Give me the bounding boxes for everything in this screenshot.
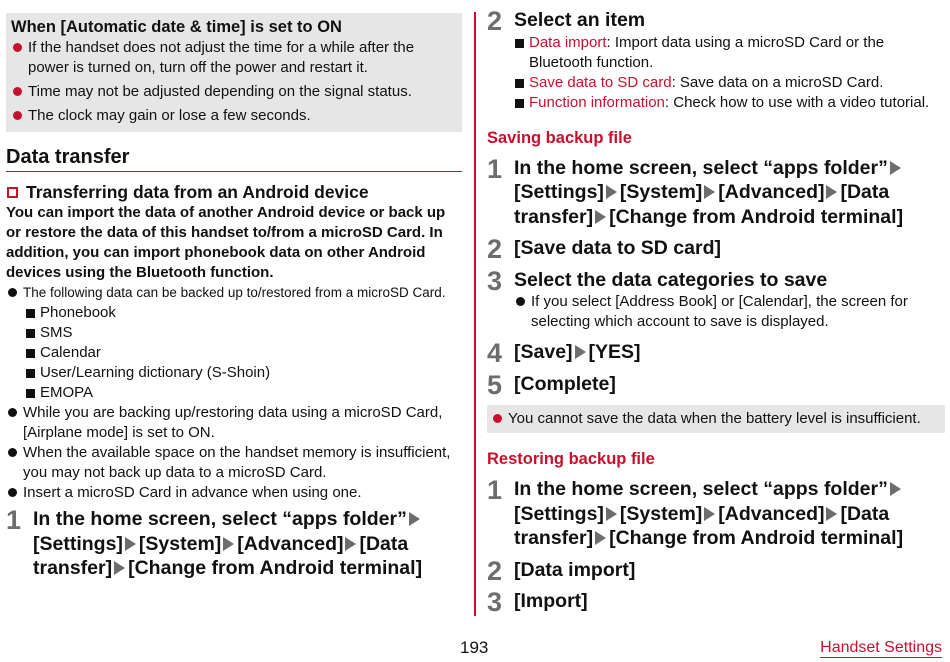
option-link[interactable]: Save data to SD card <box>529 73 672 91</box>
arrow-right-icon <box>826 185 837 199</box>
square-bullet-icon <box>26 389 35 398</box>
note-box <box>6 13 462 132</box>
column-divider <box>474 12 476 616</box>
option-link[interactable]: Function information <box>529 93 665 111</box>
square-bullet-icon <box>7 187 18 198</box>
left-column <box>6 13 462 581</box>
step-number: 2 <box>487 6 503 36</box>
battery-warning: You cannot save the data when the battery level is insufficient. <box>487 405 945 433</box>
arrow-right-icon <box>223 537 234 551</box>
restoring-step-3: 3 [Import] <box>487 587 588 617</box>
note-item: While you are backing up/restoring data using a microSD Card, [Airplane mode] is set to ON. <box>6 403 462 443</box>
option-link[interactable]: Data import <box>529 33 607 51</box>
square-bullet-icon <box>26 329 35 338</box>
arrow-right-icon <box>704 507 715 521</box>
note-box-title: When [Automatic date & time] is set to ON <box>11 18 342 36</box>
saving-step-3: 3 Select the data categories to save If you select [Address Book] or [Calendar], the screen for selecting which account to save is displayed. <box>487 268 945 333</box>
backup-item: SMS <box>6 323 462 343</box>
option-item: Function information: Check how to use with a video tutorial. <box>514 93 945 113</box>
bullet-icon <box>8 408 17 417</box>
arrow-right-icon <box>409 512 420 526</box>
intro-text: You can import the data of another Android device or back up or restore the data of this handset to/from a microSD Card. In addition, you can import phonebook data on other Android devices using the Bluetooth function. <box>6 204 446 281</box>
saving-step-5: 5 [Complete] <box>487 369 616 400</box>
bullet-icon <box>13 87 22 96</box>
note-item: The clock may gain or lose a few seconds. <box>11 106 457 126</box>
restoring-step-1: 1 In the home screen, select “apps folder”[Settings] [System] [Advanced] [Data transfer] [Change from Android terminal] <box>487 475 904 549</box>
bullet-icon <box>13 43 22 52</box>
bullet-icon <box>8 448 17 457</box>
bullet-icon <box>493 414 502 423</box>
arrow-right-icon <box>606 185 617 199</box>
option-item: Save data to SD card: Save data on a microSD Card. <box>514 73 945 93</box>
arrow-right-icon <box>125 537 136 551</box>
square-bullet-icon <box>26 369 35 378</box>
arrow-right-icon <box>595 210 606 224</box>
note-item: When the available space on the handset memory is insufficient, you may not back up data to a microSD Card. <box>6 443 462 483</box>
arrow-right-icon <box>595 531 606 545</box>
saving-step-2: 2 [Save data to SD card] <box>487 234 721 264</box>
arrow-right-icon <box>890 482 901 496</box>
step-2-select-item: 2 Select an item <box>487 6 646 36</box>
arrow-right-icon <box>704 185 715 199</box>
section-title: Data transfer <box>6 145 462 172</box>
square-bullet-icon <box>26 309 35 318</box>
note-item: Time may not be adjusted depending on the signal status. <box>11 82 457 102</box>
arrow-right-icon <box>890 161 901 175</box>
backup-note: The following data can be backed up to/restored from a microSD Card. <box>6 283 462 303</box>
backup-item: Calendar <box>6 343 462 363</box>
subsection-title: Transferring data from an Android device <box>6 181 462 203</box>
step-1: 1 In the home screen, select “apps folder”[Settings] [System] [Advanced] [Data transfer] [Change from Android terminal] <box>6 505 423 579</box>
backup-item: Phonebook <box>6 303 462 323</box>
step-number: 1 <box>487 475 503 505</box>
arrow-right-icon <box>826 507 837 521</box>
restoring-step-2: 2 [Data import] <box>487 555 636 586</box>
backup-item: User/Learning dictionary (S-Shoin) <box>6 363 462 383</box>
step-number: 5 <box>487 369 503 400</box>
arrow-right-icon <box>114 561 125 575</box>
step-number: 3 <box>487 587 503 617</box>
option-item: Data import: Import data using a microSD Card or the Bluetooth function. <box>514 33 945 73</box>
page-number: 193 <box>460 638 489 657</box>
arrow-right-icon <box>575 345 586 359</box>
chapter-link[interactable]: Handset Settings <box>820 639 942 656</box>
square-bullet-icon <box>515 39 524 48</box>
note-item: If the handset does not adjust the time for a while after the power is turned on, turn off the power and restart it. <box>11 38 457 78</box>
right-column <box>487 6 945 617</box>
restoring-heading: Restoring backup file <box>487 450 655 468</box>
square-bullet-icon <box>26 349 35 358</box>
step-number: 2 <box>487 234 503 264</box>
backup-item: EMOPA <box>6 383 462 403</box>
note-item: Insert a microSD Card in advance when using one. <box>6 483 462 503</box>
saving-heading: Saving backup file <box>487 128 632 147</box>
step-number: 2 <box>487 555 503 586</box>
bullet-icon <box>13 111 22 120</box>
saving-step-1: 1 In the home screen, select “apps folder”[Settings] [System] [Advanced] [Data transfer] [Change from Android terminal] <box>487 153 904 228</box>
arrow-right-icon <box>606 507 617 521</box>
arrow-right-icon <box>345 537 356 551</box>
saving-step-4: 4 [Save] [YES] <box>487 338 641 368</box>
square-bullet-icon <box>515 79 524 88</box>
bullet-icon <box>8 488 17 497</box>
bullet-icon <box>516 297 525 306</box>
bullet-icon <box>8 288 17 297</box>
step-number: 1 <box>487 153 503 184</box>
step-note: If you select [Address Book] or [Calendar], the screen for selecting which account to save is displayed. <box>514 292 945 332</box>
step-number: 3 <box>487 265 503 296</box>
square-bullet-icon <box>515 99 524 108</box>
step-number: 4 <box>487 338 503 368</box>
step-number: 1 <box>6 505 22 535</box>
